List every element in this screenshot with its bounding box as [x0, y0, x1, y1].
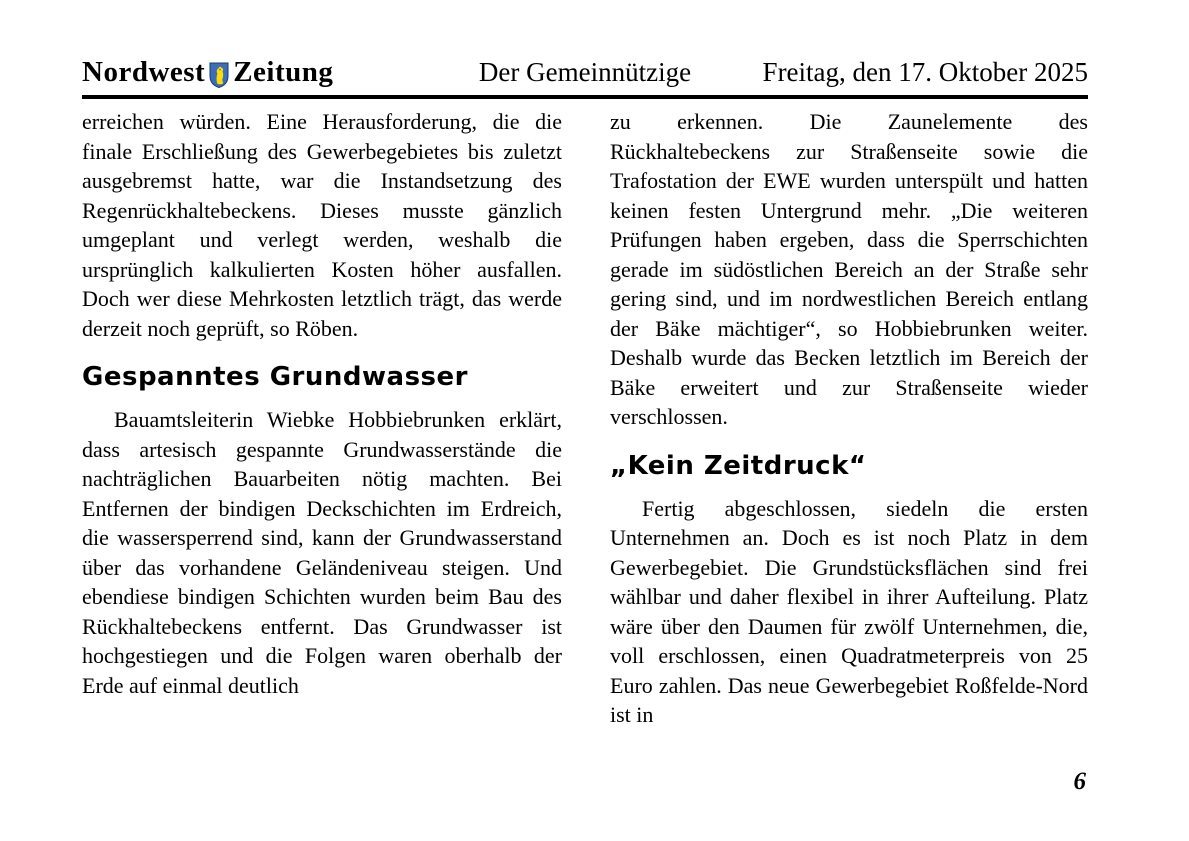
masthead-word-1: Nordwest [82, 56, 206, 88]
paragraph-continuation: zu erkennen. Die Zaunelemente des Rückhaltebeckens zur Straßenseite sowie die Trafostation der EWE wurden unterspült und hatten keinen festen Untergrund mehr. „Die weiteren Prüfungen haben ergeben, dass die Sperrschichten gerade im südöstlichen Bereich an der Straße sehr gering sind, und im nordwestlichen Bereich entlang der Bäke mächtiger“, so Hobbiebrunken weiter. Deshalb wurde das Becken letztlich im Bereich der Bäke erweitert und zur Straßenseite wieder verschlossen. [610, 109, 1088, 429]
masthead-word-2: Zeitung [233, 56, 334, 88]
coat-of-arms-icon [209, 62, 229, 88]
section-heading-kein-zeitdruck: „Kein Zeitdruck“ [610, 450, 867, 481]
paragraph-grundwasser: Bauamtsleiterin Wiebke Hobbiebrunken erklärt, dass artesisch gespannte Grundwasserstände die nachträglichen Bauarbeiten nötig machten. Bei Entfernen der bindigen Deckschichten im Erdreich, die wassersperrend sind, kann der Grundwasserstand über das vorhandene Geländeniveau steigen. Und ebendiese bindigen Schichten wurden beim Bau des Rückhaltebeckens entfernt. Das Grundwasser ist hochgestiegen und die Folgen waren oberhalb der Erde auf einmal deutlich [82, 407, 562, 698]
section-heading-gespanntes-grundwasser: Gespanntes Grundwasser [82, 362, 468, 392]
paragraph-kein-zeitdruck: Fertig abgeschlossen, siedeln die ersten Unternehmen an. Doch es ist noch Platz in dem Gewerbegebiet. Die Grundstücksflächen sind frei wählbar und daher flexibel in ihrer Aufteilung. Platz wäre über den Daumen für zwölf Unternehmen, die, voll erschlossen, einen Quadratmeterpreis von 25 Euro zahlen. Das neue Gewerbegebiet Roßfelde-Nord ist in [610, 495, 1088, 727]
column-right [610, 107, 1088, 730]
issue-title: Der Gemeinnützige [478, 57, 692, 87]
column-left [82, 107, 562, 730]
page-header [82, 56, 1088, 99]
article-columns [82, 107, 1088, 730]
paragraph-continuation: erreichen würden. Eine Herausforderung, die die finale Erschließung des Gewerbegebietes bis zuletzt ausgebremst hatte, war die Instandsetzung des Regenrückhaltebeckens. Dieses musste gänzlich umgeplant und verlegt werden, weshalb die ursprünglich kalkulierten Kosten höher ausfallen. Doch wer diese Mehrkosten letztlich trägt, das werde derzeit noch geprüft, so Röben. [82, 109, 562, 341]
masthead [82, 56, 417, 89]
page-number: 6 [1073, 768, 1086, 795]
issue-date: Freitag, den 17. Oktober 2025 [762, 57, 1088, 87]
